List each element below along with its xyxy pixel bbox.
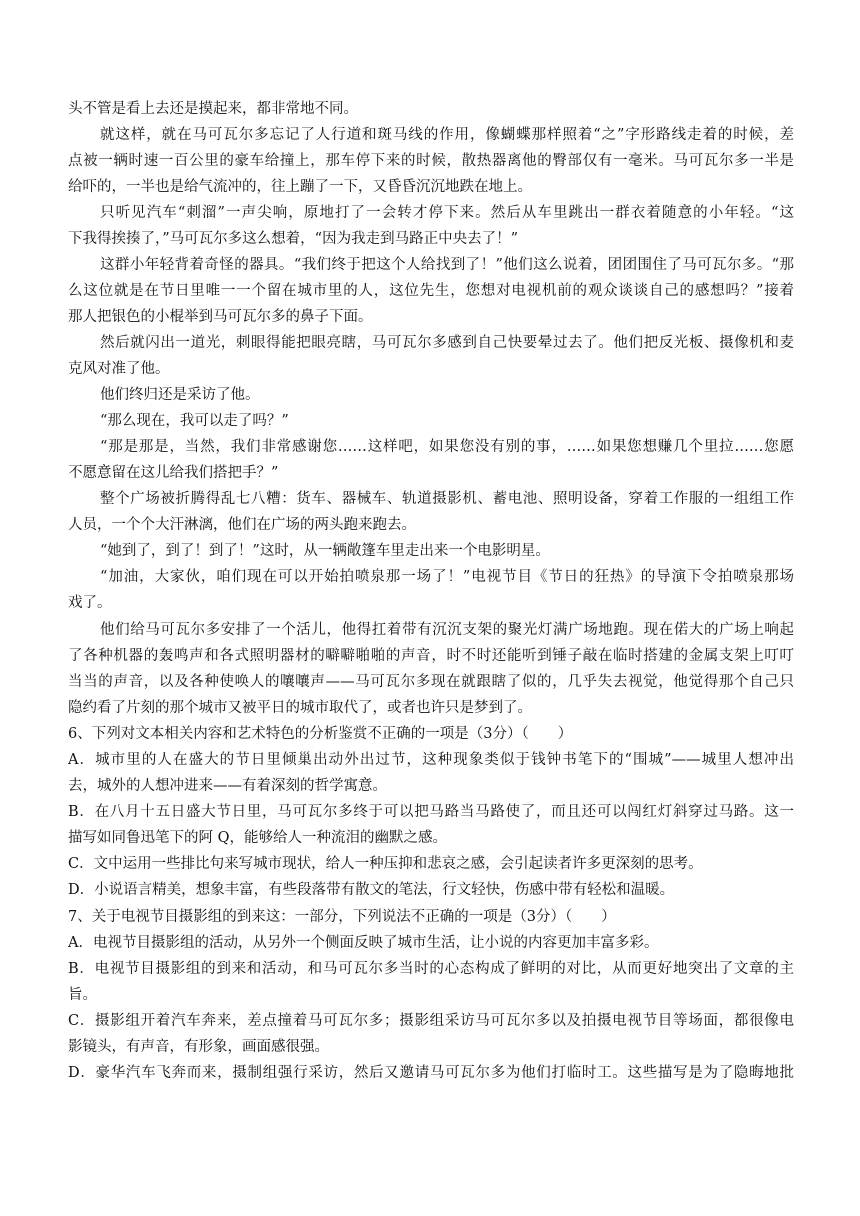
story-line: 只听见汽车“刺溜”一声尖响，原地打了一会转才停下来。然后从车里跳出一群衣着随意的小年轻。“这	[100, 205, 794, 221]
question-6-option-a: A．城市里的人在盛大的节日里倾巢出动外出过节，这种现象类似于钱钟书笔下的“围城”——城里人想冲出	[68, 752, 794, 768]
question-7-option-d: D．豪华汽车飞奔而来，摄制组强行采访，然后又邀请马可瓦尔多为他们打临时工。这些描写是为了隐晦地批	[68, 1065, 794, 1081]
story-line: 这群小年轻背着奇怪的器具。“我们终于把这个人给找到了！”他们这么说着，团团围住了马可瓦尔多。“那	[100, 257, 794, 273]
story-line: 给吓的，一半也是给气流冲的，往上蹦了一下，又昏昏沉沉地跌在地上。	[68, 179, 532, 195]
story-line: 那人把银色的小棍举到马可瓦尔多的鼻子下面。	[68, 309, 373, 325]
story-line: 他们终归还是采访了他。	[100, 387, 260, 403]
story-line: “那是那是，当然，我们非常感谢您……这样吧，如果您没有别的事，……如果您想赚几个里拉……您愿	[100, 439, 794, 455]
story-line: “她到了，到了！到了！”这时，从一辆敞篷车里走出来一个电影明星。	[100, 543, 550, 559]
story-line: 点被一辆时速一百公里的豪车给撞上，那车停下来的时候，散热器离他的臀部仅有一毫米。马可瓦尔多一半是	[68, 153, 794, 169]
question-6-option-b: B．在八月十五日盛大节日里，马可瓦尔多终于可以把马路当马路使了，而且还可以闯红灯斜穿过马路。这一	[68, 804, 794, 820]
question-6-option-a: 去，城外的人想冲进来——有着深刻的哲学寓意。	[68, 778, 387, 794]
question-6-option-c: C．文中运用一些排比句来写城市现状，给人一种压抑和悲哀之感，会引起读者许多更深刻的思考。	[68, 856, 703, 872]
question-6-option-d: D．小说语言精美，想象丰富，有些段落带有散文的笔法，行文轻快，伤感中带有轻松和温暖。	[68, 882, 675, 898]
story-line: 了各种机器的轰鸣声和各式照明器材的噼噼啪啪的声音，时不时还能听到锤子敲在临时搭建的金属支架上叮叮	[68, 648, 794, 664]
story-line: 隐约看了片刻的那个城市又被平日的城市取代了，或者也许只是梦到了。	[68, 700, 532, 716]
question-7-stem: 7、关于电视节目摄影组的到来这：一部分，下列说法不正确的一项是（3分）（ ）	[68, 909, 616, 925]
story-line: 下我得挨揍了，”马可瓦尔多这么想着，“因为我走到马路正中央去了！”	[68, 231, 518, 247]
story-line: 头不管是看上去还是摸起来，都非常地不同。	[68, 101, 358, 117]
story-line: 戏了。	[68, 595, 112, 611]
story-line: 克风对准了他。	[68, 361, 170, 377]
question-6-stem: 6、下列对文本相关内容和艺术特色的分析鉴赏不正确的一项是（3分）（ ）	[68, 726, 573, 742]
question-7-option-b: B．电视节目摄影组的到来和活动，和马可瓦尔多当时的心态构成了鲜明的对比，从而更好地突出了文章的主	[68, 961, 794, 977]
story-line: 整个广场被折腾得乱七八糟：货车、器械车、轨道摄影机、蓄电池、照明设备，穿着工作服的一组组工作	[100, 491, 794, 507]
question-6-option-b: 描写如同鲁迅笔下的阿 Q，能够给人一种流泪的幽默之感。	[68, 830, 447, 846]
story-line: 么这位就是在节日里唯一一个留在城市里的人，这位先生，您想对电视机前的观众谈谈自己的感想吗？”接着	[68, 283, 794, 299]
story-line: 不愿意留在这儿给我们搭把手？”	[68, 465, 279, 481]
story-line: 当当的声音，以及各种使唤人的嚷嚷声——马可瓦尔多现在就跟瞎了似的，几乎失去视觉，他觉得那个自己只	[68, 674, 794, 690]
question-7-option-a: A．电视节目摄影组的活动，从另外一个侧面反映了城市生活，让小说的内容更加丰富多彩。	[68, 935, 659, 951]
story-line: “加油，大家伙，咱们现在可以开始拍喷泉那一场了！”电视节目《节日的狂热》的导演下令拍喷泉那场	[100, 569, 794, 585]
question-7-option-b: 旨。	[68, 987, 97, 1003]
story-line: 然后就闪出一道光，刺眼得能把眼亮瞎，马可瓦尔多感到自己快要晕过去了。他们把反光板、摄像机和麦	[100, 335, 794, 351]
story-line: 就这样，就在马可瓦尔多忘记了人行道和斑马线的作用，像蝴蝶那样照着“之”字形路线走着的时候，差	[100, 127, 794, 143]
question-7-option-c: 影镜头，有声音，有形象，画面感很强。	[68, 1039, 329, 1055]
story-line: 他们给马可瓦尔多安排了一个活儿，他得扛着带有沉沉支架的聚光灯满广场地跑。现在偌大的广场上响起	[100, 622, 794, 638]
question-7-option-c: C．摄影组开着汽车奔来，差点撞着马可瓦尔多；摄影组采访马可瓦尔多以及拍摄电视节目等场面，都很像电	[68, 1013, 794, 1029]
story-line: 人员，一个个大汗淋漓，他们在广场的两头跑来跑去。	[68, 517, 416, 533]
story-line: “那么现在，我可以走了吗？”	[100, 413, 289, 429]
